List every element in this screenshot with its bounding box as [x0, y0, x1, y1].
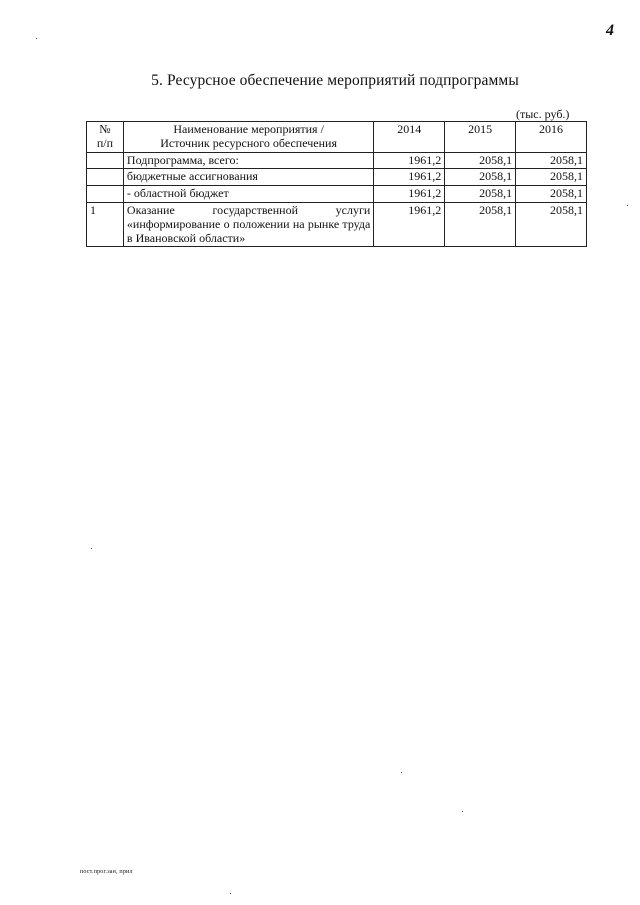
page-number: 4: [606, 22, 614, 39]
scan-speck: [36, 38, 37, 39]
header-number-line1: №: [99, 122, 111, 136]
row-value-2015: 2058,1: [445, 152, 516, 169]
scan-speck: [462, 811, 463, 812]
scan-speck: [401, 772, 402, 773]
units-note: (тыс. руб.): [516, 107, 570, 121]
resource-table: [86, 121, 587, 247]
table-row: [87, 152, 587, 169]
footer-mark: пост.прог.зан, прил: [80, 869, 133, 875]
row-name: Оказание государственной услуги «информирование о положении на рынке труда в Ивановской области»: [123, 202, 373, 246]
scan-speck: [627, 205, 628, 206]
table-row: [87, 186, 587, 203]
row-value-2014: 1961,2: [374, 169, 445, 186]
header-number: [87, 122, 124, 153]
row-name: Подпрограмма, всего:: [123, 152, 373, 169]
header-year-2014: 2014: [374, 122, 445, 153]
row-value-2016: 2058,1: [516, 202, 587, 246]
row-value-2014: 1961,2: [374, 186, 445, 203]
header-year-2015: 2015: [445, 122, 516, 153]
row-value-2015: 2058,1: [445, 202, 516, 246]
header-year-2016: 2016: [516, 122, 587, 153]
scan-speck: [230, 893, 231, 894]
row-value-2014: 1961,2: [374, 202, 445, 246]
row-value-2016: 2058,1: [516, 186, 587, 203]
table-header-row: [87, 122, 587, 153]
row-number: [87, 152, 124, 169]
row-value-2014: 1961,2: [374, 152, 445, 169]
row-name: бюджетные ассигнования: [123, 169, 373, 186]
header-name-line2: Источник ресурсного обеспечения: [160, 135, 337, 150]
row-value-2016: 2058,1: [516, 152, 587, 169]
row-value-2015: 2058,1: [445, 186, 516, 203]
header-number-line2: п/п: [96, 135, 114, 150]
row-number: [87, 169, 124, 186]
row-number: 1: [87, 202, 124, 246]
scan-speck: [91, 548, 92, 549]
header-name: [123, 122, 373, 153]
row-number: [87, 186, 124, 203]
row-value-2015: 2058,1: [445, 169, 516, 186]
header-name-line1: Наименование мероприятия /: [173, 122, 324, 136]
row-name: - областной бюджет: [123, 186, 373, 203]
table-row: [87, 202, 587, 246]
row-value-2016: 2058,1: [516, 169, 587, 186]
section-title: 5. Ресурсное обеспечение мероприятий подпрограммы: [151, 72, 519, 89]
table-row: [87, 169, 587, 186]
